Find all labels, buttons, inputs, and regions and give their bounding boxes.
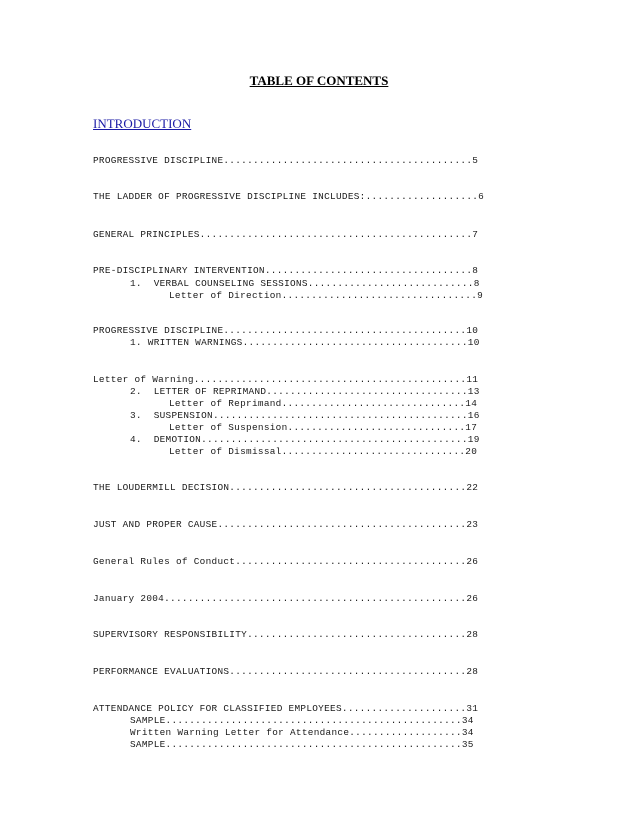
page-title: TABLE OF CONTENTS: [249, 73, 389, 88]
toc-entry-letter-of-dismissal[interactable]: Letter of Dismissal...............................20: [169, 446, 478, 457]
toc-entry-general-principles[interactable]: GENERAL PRINCIPLES..............................................7: [93, 229, 479, 240]
toc-entry-general-rules[interactable]: General Rules of Conduct.......................................26: [93, 556, 479, 567]
toc-entry-written-warnings[interactable]: 1. WRITTEN WARNINGS......................................10: [130, 337, 480, 348]
toc-entry-sample-2[interactable]: SAMPLE..................................................35: [130, 739, 474, 750]
toc-entry-demotion[interactable]: 4. DEMOTION.............................................19: [130, 434, 480, 445]
toc-entry-written-warning-attendance[interactable]: Written Warning Letter for Attendance...................34: [130, 727, 474, 738]
toc-entry-supervisory[interactable]: SUPERVISORY RESPONSIBILITY.....................................28: [93, 629, 479, 640]
toc-entry-performance[interactable]: PERFORMANCE EVALUATIONS........................................28: [93, 666, 479, 677]
toc-entry-suspension[interactable]: 3. SUSPENSION...........................................16: [130, 410, 480, 421]
toc-entry-loudermill[interactable]: THE LOUDERMILL DECISION........................................22: [93, 482, 479, 493]
toc-entry-letter-of-reprimand[interactable]: 2. LETTER OF REPRIMAND..................................13: [130, 386, 480, 397]
toc-entry-letter-of-warning[interactable]: Letter of Warning..............................................11: [93, 374, 479, 385]
toc-entry-just-cause[interactable]: JUST AND PROPER CAUSE..........................................23: [93, 519, 479, 530]
toc-entry-letter-of-suspension[interactable]: Letter of Suspension..............................17: [169, 422, 478, 433]
toc-entry-verbal-counseling[interactable]: 1. VERBAL COUNSELING SESSIONS............................8: [130, 278, 480, 289]
toc-entry-sample-1[interactable]: SAMPLE..................................................34: [130, 715, 474, 726]
toc-entry-attendance-policy[interactable]: ATTENDANCE POLICY FOR CLASSIFIED EMPLOYEES.....................31: [93, 703, 479, 714]
toc-entry-ladder[interactable]: THE LADDER OF PROGRESSIVE DISCIPLINE INCLUDES:...................6: [93, 191, 485, 202]
toc-entry-letter-of-direction[interactable]: Letter of Direction.................................9: [169, 290, 484, 301]
toc-entry-letter-of-reprimand-sub[interactable]: Letter of Reprimand...............................14: [169, 398, 478, 409]
toc-entry-progressive-discipline[interactable]: PROGRESSIVE DISCIPLINE..........................................5: [93, 155, 479, 166]
toc-entry-progressive-discipline-2[interactable]: PROGRESSIVE DISCIPLINE.........................................10: [93, 325, 479, 336]
toc-entry-january-2004[interactable]: January 2004...................................................26: [93, 593, 479, 604]
toc-entry-pre-disciplinary[interactable]: PRE-DISCIPLINARY INTERVENTION...................................8: [93, 265, 479, 276]
introduction-link[interactable]: INTRODUCTION: [93, 116, 192, 131]
